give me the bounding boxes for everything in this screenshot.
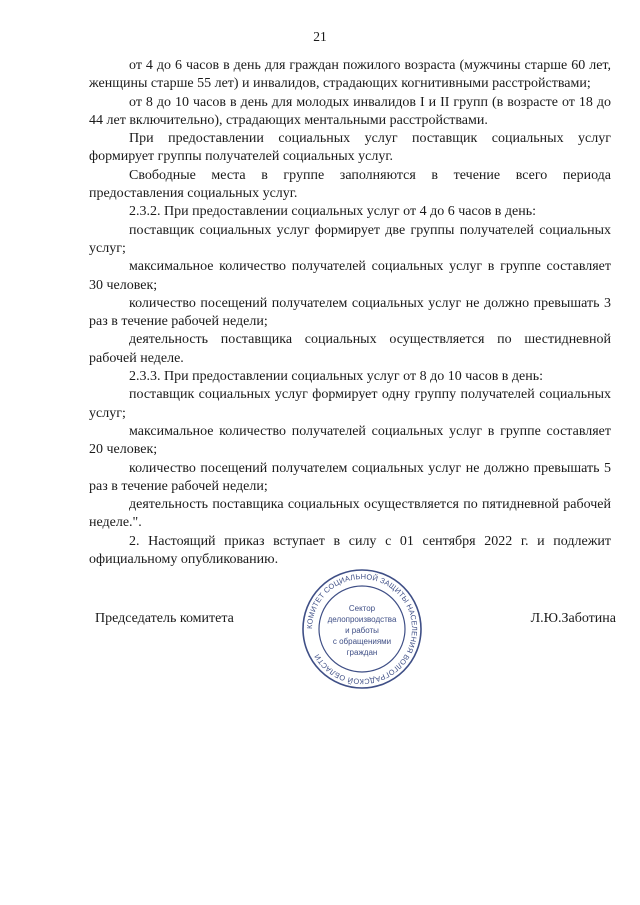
paragraph: поставщик социальных услуг формирует одну группу получателей социальных услуг;	[89, 387, 611, 421]
paragraph: деятельность поставщика социальных осуществляется по пятидневной рабочей неделе.".	[89, 497, 611, 531]
paragraph: 2.3.3. При предоставлении социальных услуг от 8 до 10 часов в день:	[129, 369, 544, 385]
stamp-line: с обращениями	[332, 637, 392, 646]
paragraph: деятельность поставщика социальных осуществляется по шестидневной рабочей неделе.	[89, 332, 611, 366]
document-body	[89, 57, 611, 569]
paragraph: 2. Настоящий приказ вступает в силу с 01 сентября 2022 г. и подлежит официальному опубликованию.	[89, 533, 611, 568]
paragraph: количество посещений получателем социальных услуг не должно превышать 3 раз в течение рабочей недели;	[89, 295, 611, 330]
stamp-line: и работы	[345, 626, 379, 635]
stamp-line: делопроизводства	[327, 615, 397, 624]
stamp-ring-text: КОМИТЕТ СОЦИАЛЬНОЙ ЗАЩИТЫ НАСЕЛЕНИЯ ВОЛГОГРАДСКОЙ ОБЛАСТИ	[304, 571, 420, 687]
paragraph: При предоставлении социальных услуг поставщик социальных услуг формирует группы получателей социальных услуг.	[89, 131, 611, 165]
signer-name: Л.Ю.Заботина	[530, 611, 616, 626]
paragraph: 2.3.2. При предоставлении социальных услуг от 4 до 6 часов в день:	[129, 204, 537, 220]
page-number: 21	[313, 29, 327, 44]
paragraph: количество посещений получателем социальных услуг не должно превышать 5 раз в течение рабочей недели;	[89, 460, 611, 494]
paragraph: Свободные места в группе заполняются в течение всего периода предоставления социальных услуг.	[89, 167, 611, 202]
paragraph: максимальное количество получателей социальных услуг в группе составляет 20 человек;	[89, 423, 611, 458]
official-stamp	[300, 567, 424, 691]
paragraph: поставщик социальных услуг формирует две группы получателей социальных услуг;	[89, 222, 611, 256]
stamp-line: граждан	[346, 648, 378, 657]
paragraph: от 8 до 10 часов в день для молодых инвалидов I и II групп (в возрасте от 18 до 44 лет включительно), страдающих ментальными расстройствами.	[89, 94, 611, 128]
signer-title: Председатель комитета	[95, 611, 234, 626]
paragraph: от 4 до 6 часов в день для граждан пожилого возраста (мужчины старше 60 лет, женщины старше 55 лет) и инвалидов, страдающих когнитивными расстройствами;	[89, 58, 611, 92]
stamp-line: Сектор	[348, 604, 376, 613]
paragraph: максимальное количество получателей социальных услуг в группе составляет 30 человек;	[89, 259, 611, 293]
